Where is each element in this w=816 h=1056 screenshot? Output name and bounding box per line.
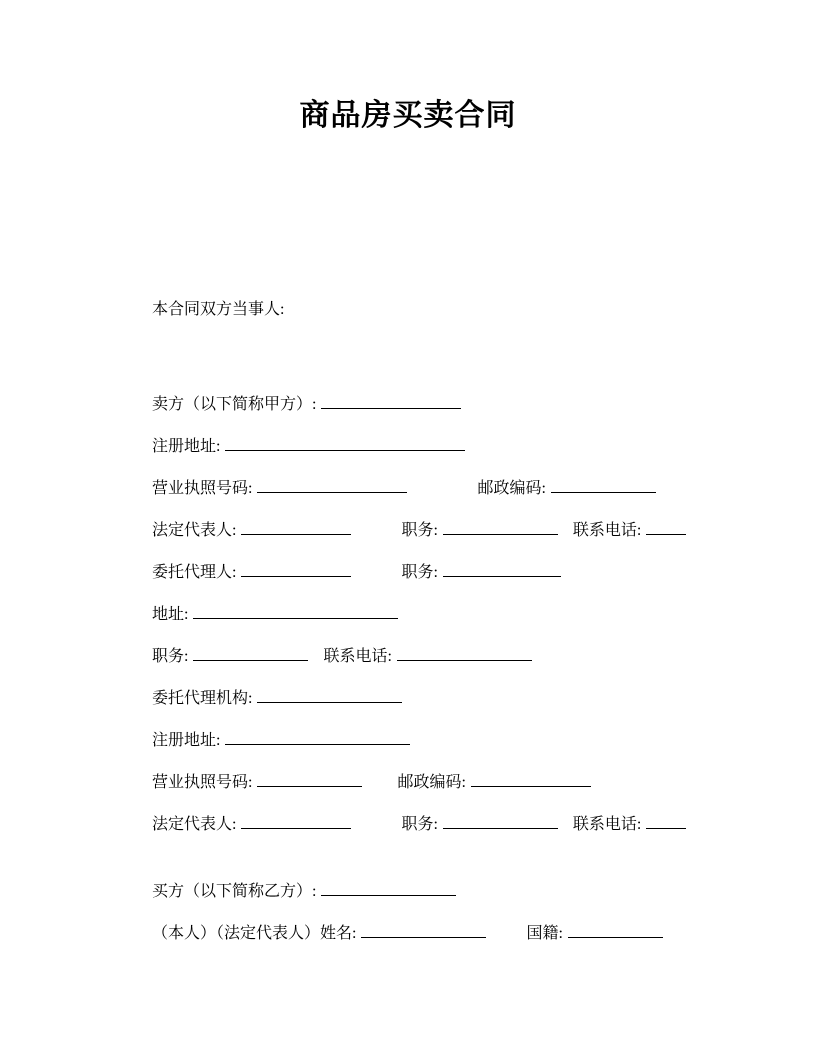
parties-intro-line: 本合同双方当事人: — [152, 301, 285, 318]
blank-fill-in-field[interactable] — [397, 644, 532, 661]
field-label: 卖方（以下简称甲方）: — [152, 396, 317, 413]
blank-fill-in-field[interactable] — [225, 728, 410, 745]
field-label: 注册地址: — [152, 732, 221, 749]
field-label: 法定代表人: — [152, 522, 237, 539]
field-label: 职务: — [401, 564, 438, 581]
blank-fill-in-field[interactable] — [225, 434, 465, 451]
field-label: 地址: — [152, 606, 189, 623]
blank-fill-in-field[interactable] — [568, 921, 663, 938]
blank-fill-in-field[interactable] — [193, 602, 398, 619]
field-label: 委托代理机构: — [152, 690, 253, 707]
field-label: 职务: — [401, 522, 438, 539]
field-label: （本人）（法定代表人）姓名: — [152, 925, 357, 942]
field-label: 国籍: — [526, 925, 563, 942]
form-line — [152, 518, 776, 543]
field-label: 联系电话: — [323, 648, 392, 665]
blank-fill-in-field[interactable] — [551, 476, 656, 493]
blank-fill-in-field[interactable] — [443, 812, 558, 829]
blank-fill-in-field[interactable] — [646, 812, 686, 829]
blank-fill-in-field[interactable] — [257, 686, 402, 703]
field-label: 职务: — [401, 816, 438, 833]
form-line — [152, 879, 776, 904]
field-label: 邮政编码: — [477, 480, 546, 497]
field-label: 注册地址: — [152, 438, 221, 455]
form-line — [152, 686, 776, 711]
field-label: 职务: — [152, 648, 189, 665]
contract-form-lines — [152, 392, 776, 946]
form-line — [152, 812, 776, 837]
document-body — [0, 298, 816, 946]
blank-fill-in-field[interactable] — [646, 518, 686, 535]
blank-fill-in-field[interactable] — [193, 644, 308, 661]
blank-fill-in-field[interactable] — [443, 560, 561, 577]
form-line — [152, 560, 776, 585]
form-line — [152, 644, 776, 669]
blank-fill-in-field[interactable] — [257, 476, 407, 493]
blank-fill-in-field[interactable] — [443, 518, 558, 535]
blank-fill-in-field[interactable] — [241, 812, 351, 829]
blank-fill-in-field[interactable] — [257, 770, 362, 787]
form-line — [152, 392, 776, 417]
blank-fill-in-field[interactable] — [241, 560, 351, 577]
blank-fill-in-field[interactable] — [241, 518, 351, 535]
blank-fill-in-field[interactable] — [361, 921, 486, 938]
field-label: 委托代理人: — [152, 564, 237, 581]
field-label: 买方（以下简称乙方）: — [152, 883, 317, 900]
blank-fill-in-field[interactable] — [321, 392, 461, 409]
field-label: 营业执照号码: — [152, 480, 253, 497]
field-label: 邮政编码: — [397, 774, 466, 791]
field-label: 联系电话: — [572, 816, 642, 833]
form-line — [152, 770, 776, 795]
blank-fill-in-field[interactable] — [471, 770, 591, 787]
field-label: 法定代表人: — [152, 816, 237, 833]
blank-fill-in-field[interactable] — [321, 879, 456, 896]
field-label: 营业执照号码: — [152, 774, 253, 791]
field-label: 联系电话: — [572, 522, 642, 539]
document-title: 商品房买卖合同 — [299, 99, 517, 132]
form-line — [152, 476, 776, 501]
form-line — [152, 602, 776, 627]
form-line — [152, 728, 776, 753]
form-line — [152, 434, 776, 459]
form-line — [152, 921, 776, 946]
